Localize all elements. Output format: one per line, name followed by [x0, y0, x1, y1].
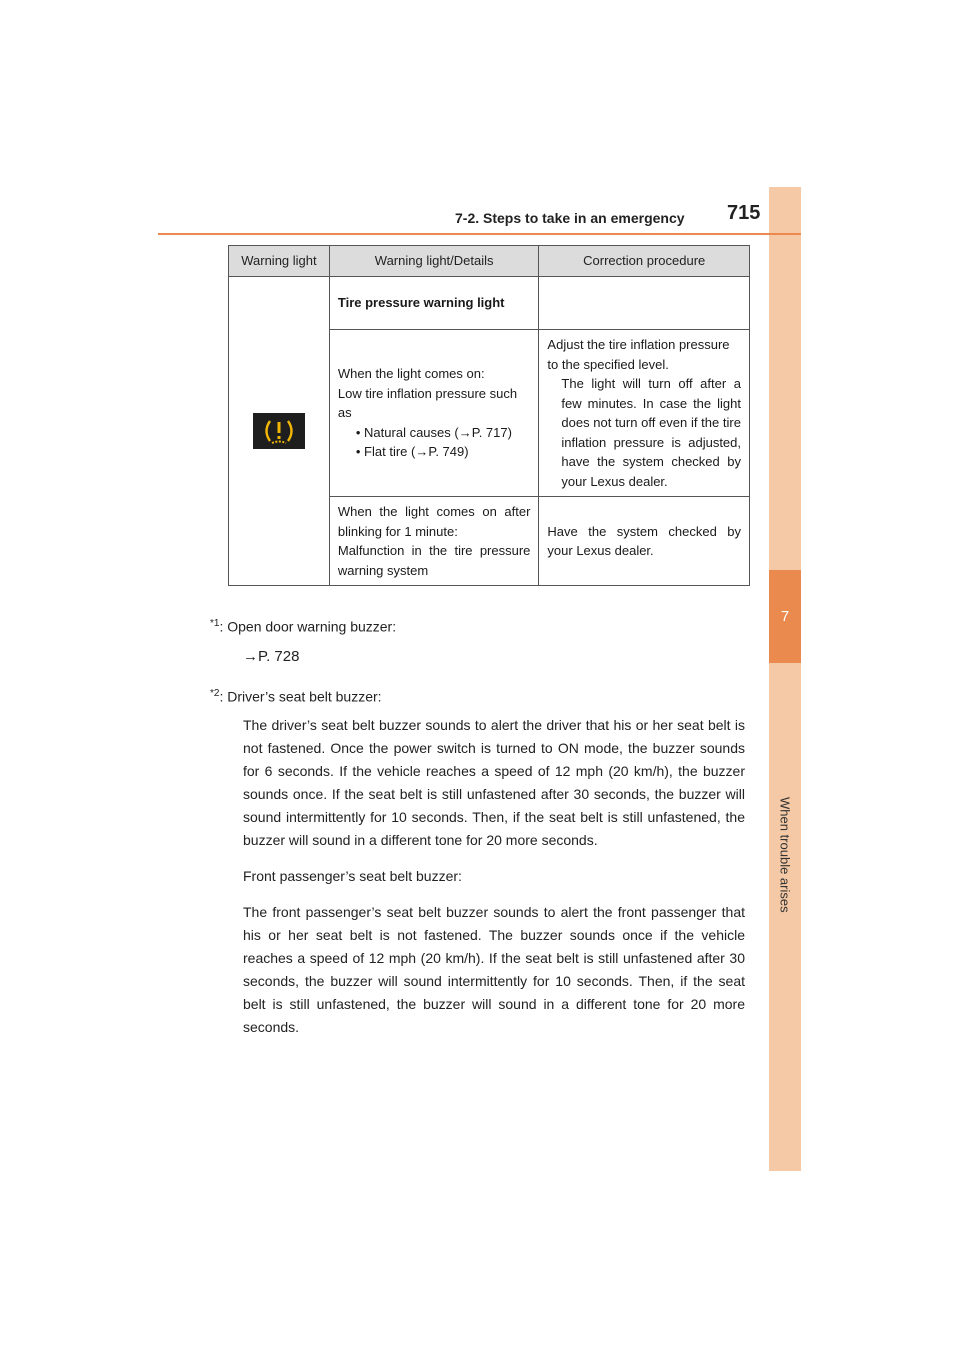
footnote-title: : Driver’s seat belt buzzer: [219, 688, 382, 705]
tire-pressure-warning-icon [253, 413, 305, 449]
chapter-number-tab[interactable] [769, 570, 801, 663]
bullet-item: • Flat tire (→P. 749) [355, 444, 469, 460]
table-row [229, 277, 750, 330]
footnote-title: : Open door warning buzzer: [219, 618, 397, 635]
footnote-1-heading [210, 612, 745, 639]
footnote-mark: *2 [210, 687, 220, 699]
chapter-label-tab [769, 775, 801, 935]
footnotes [210, 612, 745, 1052]
page-reference-link[interactable]: →P. 728 [243, 647, 300, 665]
tire-pressure-title: Tire pressure warning light [329, 277, 539, 330]
details-line: When the light comes on after blinking for 1 minute: [337, 504, 531, 539]
column-header: Correction procedure [539, 246, 750, 277]
details-line: Malfunction in the tire pressure warning system [337, 543, 531, 578]
footnote-2-body [210, 714, 745, 1039]
correction-cell: Have the system checked by your Lexus dealer. [539, 497, 750, 586]
page-number: 715 [727, 202, 761, 224]
warning-light-table [228, 245, 750, 586]
footnote-mark: *1 [210, 618, 220, 629]
empty-cell [539, 277, 750, 330]
bullet-text: Flat tire (→P. 749) [364, 444, 469, 460]
chapter-number: 7 [780, 608, 790, 625]
chapter-label: When trouble arises [777, 797, 793, 913]
details-line: Low tire inflation pressure such as [337, 385, 518, 421]
paragraph: Front passenger’s seat belt buzzer: [243, 868, 462, 885]
details-cell [329, 330, 539, 497]
table-header-row [229, 246, 750, 277]
icon-cell [229, 277, 330, 586]
header-rule [158, 233, 801, 235]
details-line: When the light comes on: [337, 366, 485, 382]
paragraph: The front passenger’s seat belt buzzer sounds to alert the front passenger that his or her seat belt is not fastened. The buzzer sounds once if the vehicle reaches a speed of 12 mph (20 km/h). If the seat belt is still unfastened after 30 seconds, the buzzer will sound intermittently for 10 seconds. Then, if the seat belt is still unfastened, the buzzer will sound in a different tone for 20 more seconds. [243, 904, 745, 1036]
bullet-item: • Natural causes (→P. 717) [355, 424, 512, 440]
details-cell [329, 497, 539, 586]
correction-cell [539, 330, 750, 497]
paragraph: The driver’s seat belt buzzer sounds to alert the driver that his or her seat belt is not fastened. Once the power switch is turned to ON mode, the buzzer sounds for 6 seconds. If the vehicle reaches a speed of 12 mph (20 km/h), the buzzer sounds once. If the seat belt is still unfastened after 30 seconds, the buzzer will sound intermittently for 10 seconds. Then, if the seat belt is still unfastened, the buzzer will sound in a different tone for 20 more seconds. [243, 717, 745, 849]
bullet-text: Natural causes (→P. 717) [364, 424, 512, 440]
correction-line: The light will turn off after a few minutes. In case the light does not turn off even if the tire inflation pressure is adjusted, have the system checked by your Lexus dealer. [561, 376, 741, 489]
column-header: Warning light [229, 246, 330, 277]
chapter-tab-strip [769, 187, 801, 1171]
correction-line: Adjust the tire inflation pressure to the specified level. [547, 337, 730, 372]
column-header: Warning light/Details [329, 246, 539, 277]
footnote-2-heading [210, 682, 745, 709]
section-title: 7-2. Steps to take in an emergency [455, 210, 685, 226]
